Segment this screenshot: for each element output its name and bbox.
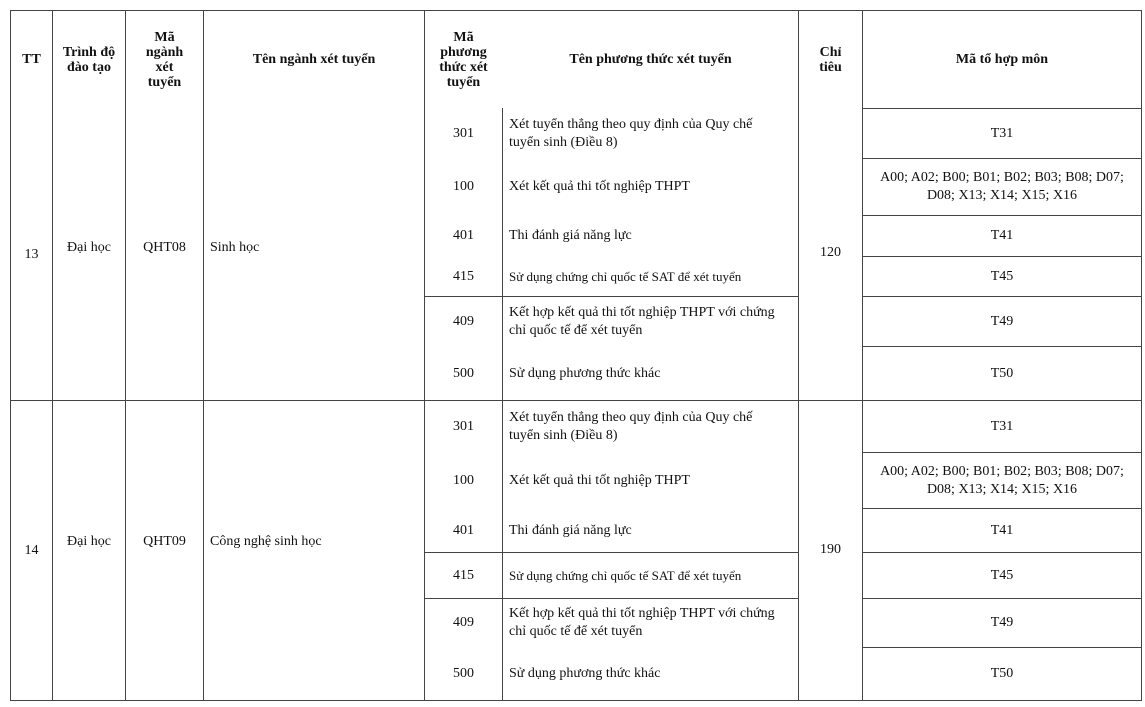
method-name: Sử dụng chứng chỉ quốc tế SAT để xét tuyển [509,268,742,284]
method-combo: A00; A02; B00; B01; B02; B03; B08; D07; D08; X13; X14; X15; X16 [880,170,1124,203]
program-trinh-do: Đại học [67,534,111,549]
program-chi-tieu: 120 [820,245,841,260]
header-chi-tieu: Chỉ tiêu [819,44,842,75]
header-ma-phuong-thuc: Mã phương thức xét tuyển [439,29,488,90]
method-combo: T49 [990,313,1014,329]
method-combo: A00; A02; B00; B01; B02; B03; B08; D07; D08; X13; X14; X15; X16 [880,463,1124,497]
method-code: 415 [453,567,474,583]
program-ten-nganh: Sinh học [210,240,260,255]
method-combo: T41 [990,228,1014,243]
method-code: 415 [453,268,474,284]
method-code: 409 [453,313,474,329]
method-name: Thi đánh giá năng lực [509,228,632,243]
header-ma-nganh: Mã ngành xét tuyển [145,29,184,90]
method-name: Kết hợp kết quả thi tốt nghiệp THPT với chứng chỉ quốc tế để xét tuyển [509,304,775,338]
header-trinh-do: Trình độ đào tạo [62,44,116,75]
method-name: Sử dụng chứng chỉ quốc tế SAT để xét tuyển [509,567,742,583]
method-code: 401 [453,522,474,538]
method-code: 301 [453,418,474,434]
method-combo: T50 [990,365,1014,381]
program-trinh-do: Đại học [67,240,111,255]
method-combo: T50 [990,666,1014,681]
method-name: Sử dụng phương thức khác [509,666,661,681]
method-name: Xét kết quả thi tốt nghiệp THPT [509,472,690,488]
program-ten-nganh: Công nghệ sinh học [210,534,322,549]
method-code: 401 [453,228,474,243]
method-code: 500 [453,666,474,681]
method-combo: T41 [990,522,1014,538]
program-tt: 13 [24,246,39,262]
method-code: 301 [453,125,474,141]
method-name: Xét kết quả thi tốt nghiệp THPT [509,179,690,194]
method-code: 409 [453,615,474,630]
method-name: Sử dụng phương thức khác [509,365,661,381]
method-name: Kết hợp kết quả thi tốt nghiệp THPT với chứng chỉ quốc tế để xét tuyển [509,606,775,639]
program-ma-nganh: QHT08 [143,240,186,255]
header-ten-nganh: Tên ngành xét tuyển [252,52,376,67]
header-ten-phuong-thuc: Tên phương thức xét tuyển [569,52,732,67]
method-combo: T45 [990,268,1014,284]
table-bottom-border [10,700,1141,701]
header-ma-to-hop: Mã tổ hợp môn [955,52,1049,67]
method-name: Xét tuyển thẳng theo quy định của Quy chế tuyển sinh (Điều 8) [509,116,753,150]
method-code: 500 [453,365,474,381]
method-combo: T31 [990,418,1014,434]
method-code: 100 [453,472,474,488]
program-tt: 14 [24,543,39,558]
method-code: 100 [453,179,474,194]
program-chi-tieu: 190 [820,542,841,557]
method-name: Xét tuyển thẳng theo quy định của Quy chế tuyển sinh (Điều 8) [509,409,753,443]
program-ma-nganh: QHT09 [143,534,186,549]
border-right [1141,10,1142,701]
method-name: Thi đánh giá năng lực [509,522,632,538]
method-combo: T49 [990,615,1014,630]
header-tt: TT [22,52,41,67]
method-combo: T45 [990,567,1014,583]
method-combo: T31 [990,125,1014,141]
